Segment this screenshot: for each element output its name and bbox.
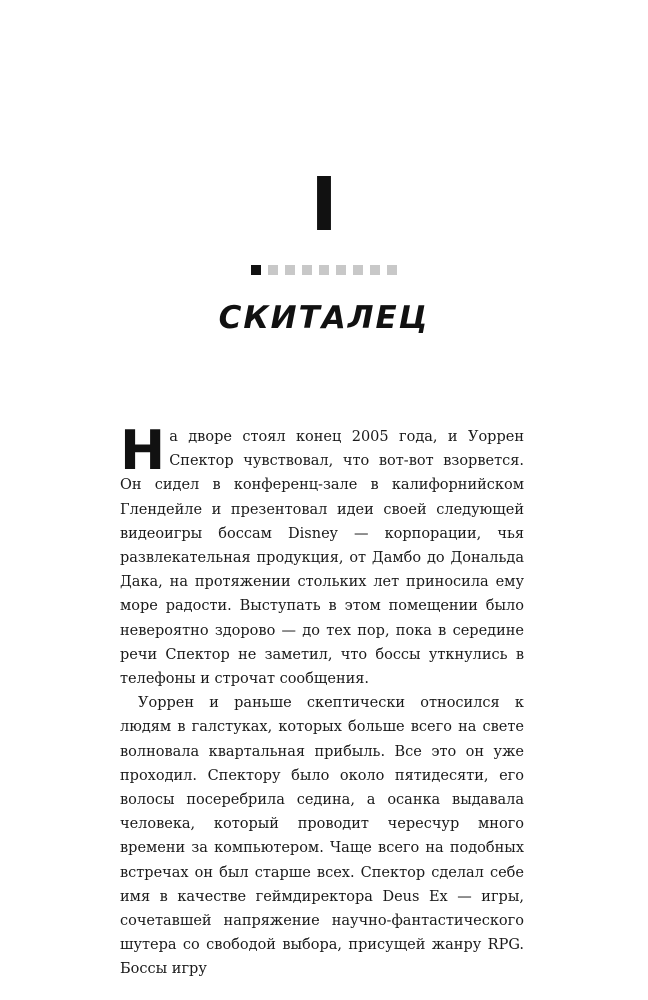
paragraph-1 [120, 419, 524, 691]
divider-square [268, 265, 278, 275]
divider-square [336, 265, 346, 275]
divider-square [387, 265, 397, 275]
drop-cap: Н [120, 419, 166, 482]
paragraph-2: Уоррен и раньше скептически относился к людям в галстуках, которых больше всего на свете волновала квартальная прибыль. Все это он уже проходил. Спектору было около пятидесяти, его волосы посеребрила седина, а осанка выдавала человека, который проводит чересчур много времени за компьютером. Чаще всего на подобных встречах он был старше всех. Спектор сделал себе имя в качестве геймдиректора Deus Ex — игры, сочетавшей напряжение научно-фантастического шутера со свободой выбора, присущей жанру RPG. Боссы игру [120, 695, 524, 978]
divider-square-active [251, 265, 261, 275]
divider-square [353, 265, 363, 275]
divider-square [285, 265, 295, 275]
chapter-divider [0, 265, 648, 275]
chapter-title: СКИТАЛЕЦ [218, 300, 430, 336]
chapter-number: I [310, 162, 338, 248]
divider-square [319, 265, 329, 275]
divider-square [302, 265, 312, 275]
paragraph-1-text: а дворе стоял конец 2005 года, и Уоррен Спектор чувствовал, что вот-вот взорвется. Он сидел в конференц-зале в калифорнийском Глендейле и презентовал идеи своей следующей видеоигры боссам Disney — корпорации, чья развлекательная продукция, от Дамбо до Дональда Дака, на протяжении стольких лет приносила ему море радости. Выступать в этом помещении было невероятно здорово — до тех пор, пока в середине речи Спектор не заметил, что боссы уткнулись в телефоны и строчат сообщения. [120, 429, 524, 688]
chapter-body [120, 419, 524, 982]
divider-square [370, 265, 380, 275]
